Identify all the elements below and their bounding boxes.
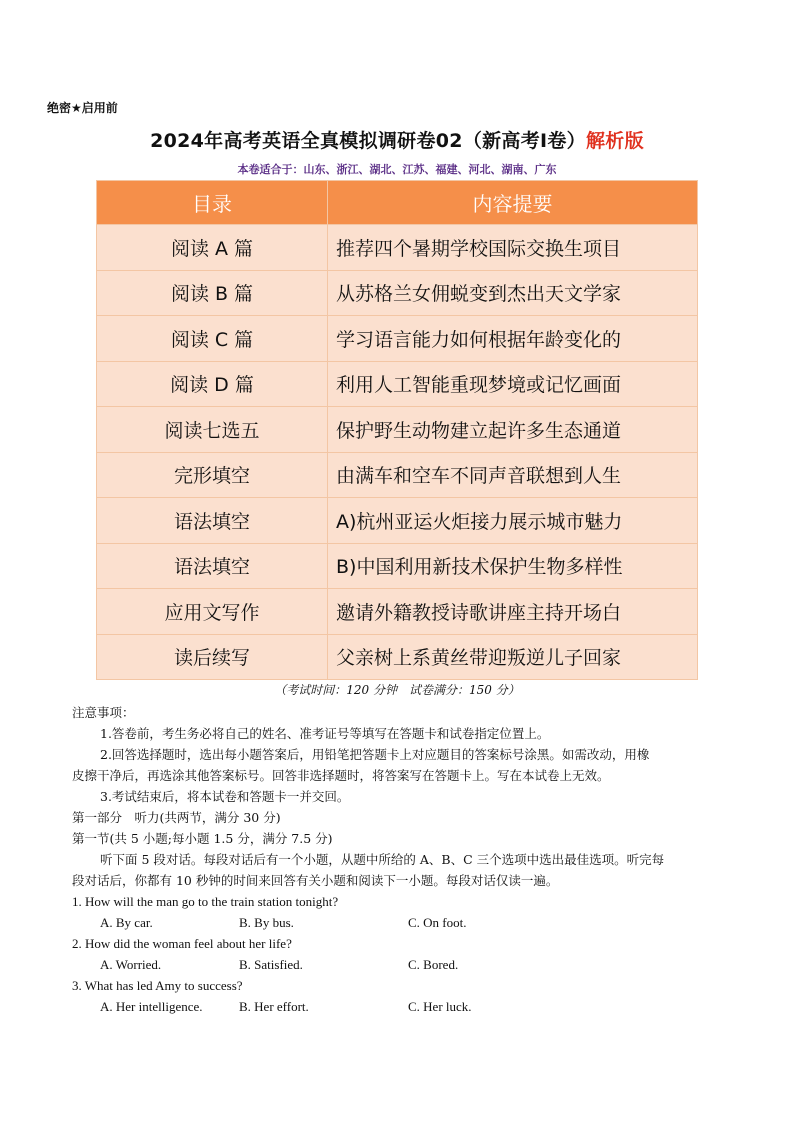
question-text: 3. What has led Amy to success? (72, 978, 243, 993)
option-a: A. Her intelligence. (100, 999, 203, 1014)
contents-header-row (97, 181, 698, 225)
title-main: 2024年高考英语全真模拟调研卷02（新高考I卷） (150, 130, 586, 152)
option-a: A. By car. (100, 915, 153, 930)
section-name: 语法填空 (97, 498, 328, 544)
option-b: B. Her effort. (239, 999, 309, 1014)
contents-table (96, 180, 698, 680)
section-name: 阅读 B 篇 (97, 270, 328, 316)
answer-options (72, 912, 726, 933)
option-b: B. By bus. (239, 915, 294, 930)
section-summary: 保护野生动物建立起许多生态通道 (328, 407, 698, 453)
section-summary: 利用人工智能重现梦境或记忆画面 (328, 361, 698, 407)
section-name: 阅读 A 篇 (97, 225, 328, 271)
table-row (97, 589, 698, 635)
section-name: 阅读 C 篇 (97, 316, 328, 362)
part-heading: 第一部分 听力(共两节，满分 30 分) (72, 810, 281, 825)
page-title (0, 126, 794, 153)
table-row (97, 407, 698, 453)
title-answer-version: 解析版 (586, 130, 644, 152)
contents-col-section: 目录 (97, 181, 328, 225)
section-summary: 父亲树上系黄丝带迎叛逆儿子回家 (328, 634, 698, 680)
table-row (97, 543, 698, 589)
section-heading: 第一节(共 5 小题;每小题 1.5 分，满分 7.5 分) (72, 831, 333, 846)
notes-heading: 注意事项： (72, 705, 135, 720)
section-name: 语法填空 (97, 543, 328, 589)
section-summary: 学习语言能力如何根据年龄变化的 (328, 316, 698, 362)
contents-col-summary: 内容提要 (328, 181, 698, 225)
confidential-label: 绝密★启用前 (47, 101, 118, 115)
table-row (97, 225, 698, 271)
option-c: C. Her luck. (408, 999, 472, 1014)
option-c: C. On foot. (408, 915, 467, 930)
note-item: 1.答卷前，考生务必将自己的姓名、准考证号等填写在答题卡和试卷指定位置上。 (100, 726, 550, 741)
section-summary: A)杭州亚运火炬接力展示城市魅力 (328, 498, 698, 544)
applicable-regions: 本卷适合于：山东、浙江、湖北、江苏、福建、河北、湖南、广东 (237, 163, 557, 176)
note-item-continued: 皮擦干净后，再选涂其他答案标号。回答非选择题时，将答案写在答题卡上。写在本试卷上无效。 (72, 768, 610, 783)
note-item: 2.回答选择题时，选出每小题答案后，用铅笔把答题卡上对应题目的答案标号涂黑。如需改动，用橡 (100, 747, 650, 762)
question-text: 1. How will the man go to the train station tonight? (72, 894, 339, 909)
listening-instructions: 听下面 5 段对话。每段对话后有一个小题，从题中所给的 A、B、C 三个选项中选出最佳选项。听完每 (100, 852, 665, 867)
exam-body (72, 702, 726, 1017)
answer-options (72, 954, 726, 975)
table-row (97, 316, 698, 362)
section-summary: 邀请外籍教授诗歌讲座主持开场白 (328, 589, 698, 635)
section-summary: B)中国利用新技术保护生物多样性 (328, 543, 698, 589)
section-summary: 推荐四个暑期学校国际交换生项目 (328, 225, 698, 271)
answer-options (72, 996, 726, 1017)
table-row (97, 270, 698, 316)
table-row (97, 452, 698, 498)
option-c: C. Bored. (408, 957, 459, 972)
section-name: 应用文写作 (97, 589, 328, 635)
exam-time-and-score: （考试时间：120 分钟 试卷满分：150 分） (274, 683, 520, 697)
table-row (97, 498, 698, 544)
section-name: 阅读七选五 (97, 407, 328, 453)
question-text: 2. How did the woman feel about her life? (72, 936, 292, 951)
section-summary: 由满车和空车不同声音联想到人生 (328, 452, 698, 498)
option-a: A. Worried. (100, 957, 162, 972)
section-name: 完形填空 (97, 452, 328, 498)
section-name: 读后续写 (97, 634, 328, 680)
section-name: 阅读 D 篇 (97, 361, 328, 407)
note-item: 3.考试结束后，将本试卷和答题卡一并交回。 (100, 789, 350, 804)
table-row (97, 634, 698, 680)
listening-instructions-continued: 段对话后，你都有 10 秒钟的时间来回答有关小题和阅读下一小题。每段对话仅读一遍。 (72, 873, 559, 888)
option-b: B. Satisfied. (239, 957, 303, 972)
section-summary: 从苏格兰女佣蜕变到杰出天文学家 (328, 270, 698, 316)
table-row (97, 361, 698, 407)
